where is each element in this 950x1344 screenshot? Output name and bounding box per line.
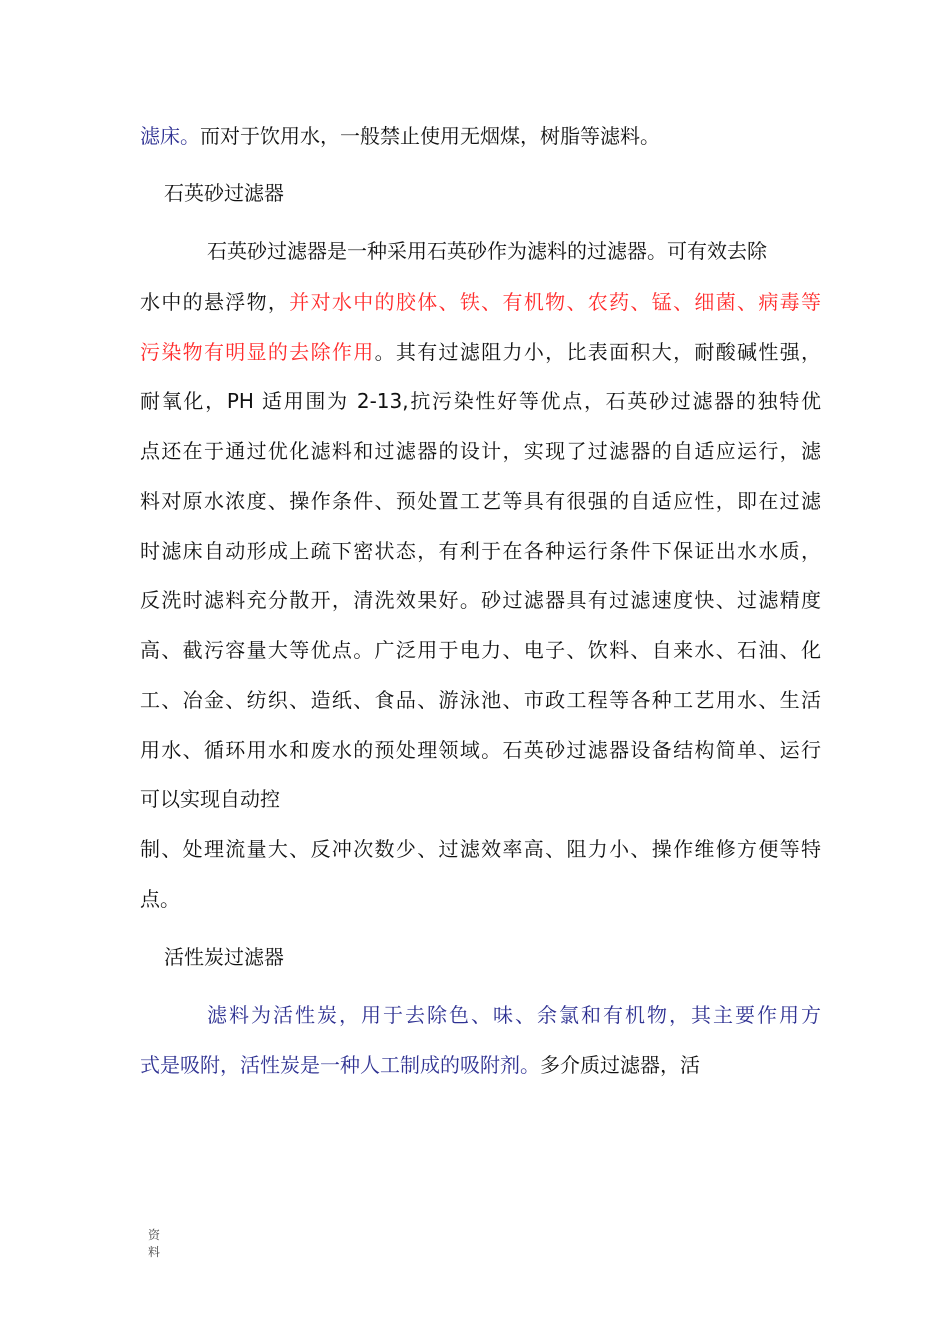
section-heading-quartz-sand-filter: 石英砂过滤器 <box>164 181 284 205</box>
body-text: 多介质过滤器，活 <box>540 1053 700 1077</box>
paragraph-line-18: 滤料为活性炭，用于去除色、味、余氯和有机物，其主要作用方 <box>207 1003 821 1027</box>
paragraph-line-9: 时滤床自动形成上疏下密状态，有利于在各种运行条件下保证出水水质， <box>140 539 821 563</box>
body-text: 水中的悬浮物， <box>140 290 290 314</box>
highlighted-text-red: 污染物有明显的去除作用 <box>140 340 375 364</box>
paragraph-line-16: 点。 <box>140 887 180 911</box>
paragraph-line-19 <box>140 1055 700 1075</box>
paragraph-line-1 <box>140 126 660 146</box>
paragraph-line-4 <box>140 292 821 312</box>
paragraph-line-3: 石英砂过滤器是一种采用石英砂作为滤料的过滤器。可有效去除 <box>207 239 767 263</box>
paragraph-line-13: 用水、循环用水和废水的预处理领域。石英砂过滤器设备结构简单、运行 <box>140 738 821 762</box>
body-text: 而对于饮用水，一般禁止使用无烟煤，树脂等滤料。 <box>200 124 660 148</box>
paragraph-line-8: 料对原水浓度、操作条件、预处置工艺等具有很强的自适应性，即在过滤 <box>140 489 821 513</box>
paragraph-line-7: 点还在于通过优化滤料和过滤器的设计，实现了过滤器的自适应运行，滤 <box>140 439 821 463</box>
highlighted-text-blue: 式是吸附，活性炭是一种人工制成的吸附剂。 <box>140 1053 540 1077</box>
paragraph-line-5 <box>140 342 821 362</box>
body-text: 。其有过滤阻力小，比表面积大，耐酸碱性强， <box>374 340 822 364</box>
paragraph-line-11: 高、截污容量大等优点。广泛用于电力、电子、饮料、自来水、石油、化 <box>140 638 821 662</box>
paragraph-line-15: 制、处理流量大、反冲次数少、过滤效率高、阻力小、操作维修方便等特 <box>140 837 821 861</box>
paragraph-line-14: 可以实现自动控 <box>140 787 280 811</box>
footer-label-char-1: 资 <box>148 1228 161 1242</box>
paragraph-line-6: 耐氧化，PH 适用围为 2-13,抗污染性好等优点，石英砂过滤器的独特优 <box>140 389 821 413</box>
highlighted-text-red: 并对水中的胶体、铁、有机物、农药、锰、细菌、病毒等 <box>289 290 822 314</box>
section-heading-activated-carbon-filter: 活性炭过滤器 <box>164 945 284 969</box>
footer-label-char-2: 料 <box>148 1245 161 1259</box>
paragraph-line-12: 工、冶金、纺织、造纸、食品、游泳池、市政工程等各种工艺用水、生活 <box>140 688 821 712</box>
paragraph-line-10: 反洗时滤料充分散开，清洗效果好。砂过滤器具有过滤速度快、过滤精度 <box>140 588 821 612</box>
highlighted-text-blue: 滤床。 <box>140 124 200 148</box>
